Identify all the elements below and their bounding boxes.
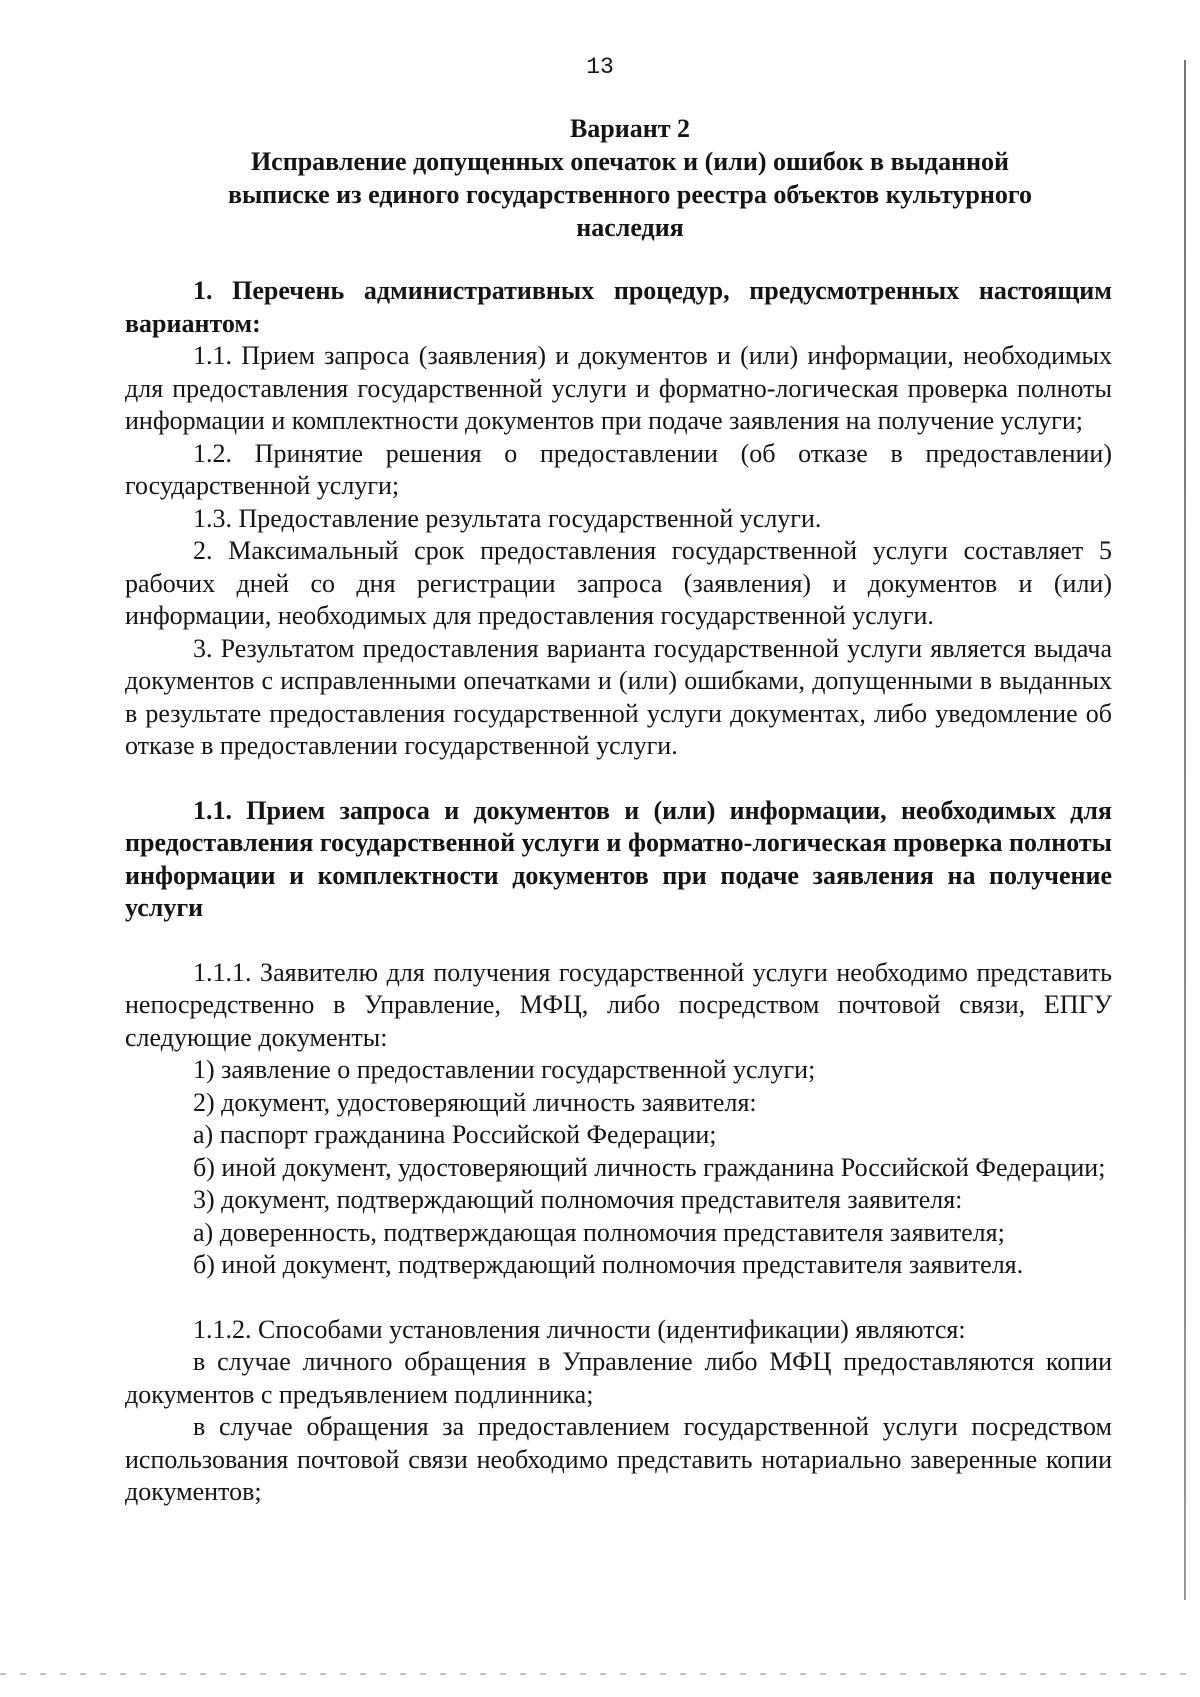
list-item-3b: б) иной документ, подтверждающий полномочия представителя заявителя. — [193, 1250, 1024, 1279]
document-body — [125, 275, 1112, 1509]
paragraph-1-1-2: 1.1.2. Способами установления личности (идентификации) являются: — [193, 1314, 966, 1344]
paragraph-1-1-1: 1.1.1. Заявителю для получения государственной услуги необходимо представить непосредственно в Управление, МФЦ, либо посредством почтовой связи, ЕПГУ следующие документы: — [125, 957, 1112, 1052]
list-item-2a: а) паспорт гражданина Российской Федерации; — [193, 1120, 717, 1149]
paragraph-3: 3. Результатом предоставления варианта государственной услуги является выдача документов с исправленными опечатками и (или) ошибками, допущенными в выданных в результате предоставления государственной услуги документах, либо уведомление об отказе в предоставлении государственной услуги. — [125, 633, 1112, 760]
scan-bottom-edge — [0, 1673, 1200, 1675]
list-item-3: 3) документ, подтверждающий полномочия представителя заявителя: — [193, 1185, 963, 1214]
page-number: 13 — [586, 54, 614, 80]
title-line-3: выписке из единого государственного реестра объектов культурного — [227, 180, 1033, 209]
list-item-2b: б) иной документ, удостоверяющий личность гражданина Российской Федерации; — [193, 1152, 1106, 1182]
list-item-3a: а) доверенность, подтверждающая полномочия представителя заявителя; — [193, 1217, 1005, 1247]
paragraph-2: 2. Максимальный срок предоставления государственной услуги составляет 5 рабочих дней со дня регистрации запроса (заявления) и документов и (или) информации, необходимых для предоставления государственной услуги. — [125, 536, 1112, 630]
document-title — [150, 112, 1110, 244]
list-item-1: 1) заявление о предоставлении государственной услуги; — [193, 1055, 816, 1084]
title-line-2: Исправление допущенных опечаток и (или) ошибок в выданной — [250, 147, 1010, 176]
paragraph-personal-visit: в случае личного обращения в Управление либо МФЦ предоставляются копии документов с предъявлением подлинника; — [125, 1347, 1112, 1409]
list-item-2: 2) документ, удостоверяющий личность заявителя: — [193, 1087, 757, 1117]
paragraph-1-3: 1.3. Предоставление результата государственной услуги. — [193, 503, 822, 533]
title-line-4: наследия — [576, 213, 684, 242]
scan-edge-line — [1184, 60, 1186, 1600]
variant-heading: Вариант 2 — [569, 114, 691, 143]
section-heading-1-1: 1.1. Прием запроса и документов и (или) информации, необходимых для предоставления государственной услуги и форматно-логическая проверка полноты информации и комплектности документов при подаче заявления на получение услуги — [125, 795, 1112, 922]
paragraph-1-1: 1.1. Прием запроса (заявления) и документов и (или) информации, необходимых для предоставления государственной услуги и форматно-логическая проверка полноты информации и комплектности документов при подаче заявления на получение услуги; — [125, 341, 1112, 435]
section-heading-procedures: 1. Перечень административных процедур, предусмотренных настоящим вариантом: — [125, 276, 1112, 338]
paragraph-postal: в случае обращения за предоставлением государственной услуги посредством использования почтовой связи необходимо представить нотариально заверенные копии документов; — [125, 1412, 1112, 1506]
paragraph-1-2: 1.2. Принятие решения о предоставлении (об отказе в предоставлении) государственной услуги; — [125, 438, 1112, 500]
